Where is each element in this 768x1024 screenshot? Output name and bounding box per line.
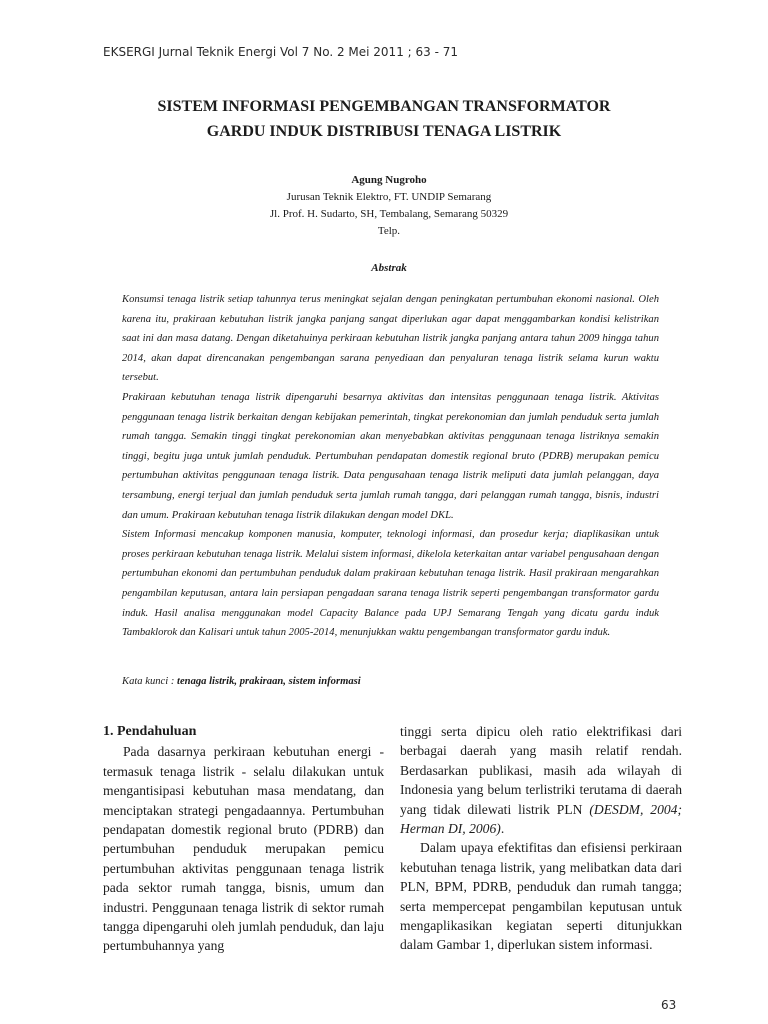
keywords-list: tenaga listrik, prakiraan, sistem informasi [177, 676, 361, 687]
citation: (DESDM, 2004; Herman DI, 2006) [400, 801, 682, 837]
abstract-body [122, 290, 659, 643]
author-name: Agung Nugroho [351, 174, 427, 186]
title-line-2: GARDU INDUK DISTRIBUSI TENAGA LISTRIK [206, 123, 562, 140]
body-paragraph: Pada dasarnya perkiraan kebutuhan energi - termasuk tenaga listrik - selalu dilakukan untuk mengantisipasi kebutuhan masa mendatang, dan menciptakan strategi pengadaannya. Pertumbuhan pendapatan domestik regional bruto (PDRB) dan pertumbuhan penduduk merupakan pemicu pertumbuhan aktivitas penggunaan tenaga listrik pada sektor rumah tangga, bisnis, umum dan industri. Penggunaan tenaga listrik di sektor rumah tangga dipengaruhi oleh jumlah penduduk, dan laju pertumbuhannya yang [103, 744, 384, 954]
body-paragraph: Dalam upaya efektifitas dan efisiensi perkiraan kebutuhan tenaga listrik, yang melibatkan data dari PLN, BPM, PDRB, penduduk dan rumah tangga; serta mempercepat pengambilan keputusan untuk mengaplikasikan kegiatan seperti ditunjukkan dalam Gambar 1, diperlukan sistem informasi. [400, 840, 682, 953]
abstract-paragraph: Sistem Informasi mencakup komponen manusia, komputer, teknologi informasi, dan prosedur kerja; diaplikasikan untuk proses perkiraan kebutuhan tenaga listrik. Melalui sistem informasi, dikelola keterkaitan antar variabel pengusahaan dengan pertumbuhan ekonomi dan pertumbuhan penduduk dalam prakiraan kebutuhan tenaga listrik. Hasil prakiraan mengarahkan pengambilan keputusan, antara lain persiapan pengadaan sarana tenaga listrik seperti pengembangan transformator gardu induk. Hasil analisa menggunakan model Capacity Balance pada UPJ Semarang Tengah yang dicatu gardu induk Tambaklorok dan Kalisari untuk tahun 2005-2014, menunjukkan waktu pengembangan transformator gardu induk. [122, 529, 659, 639]
keywords [122, 676, 659, 687]
abstract-paragraph: Prakiraan kebutuhan tenaga listrik dipengaruhi besarnya aktivitas dan intensitas penggunaan tenaga listrik. Aktivitas penggunaan tenaga listrik berkaitan dengan kebijakan pemerintah, tingkat perekonomian dan jumlah penduduk serta jumlah rumah tangga. Semakin tinggi tingkat perekonomian akan menyebabkan aktivitas penggunaan tenaga listriknya semakin tinggi, begitu juga untuk jumlah penduduk. Pertumbuhan pendapatan domestik regional bruto (PDRB) merupakan pemicu pertumbuhan aktivitas penggunaan tenaga listrik. Data pengusahaan tenaga listrik meliputi data jumlah pelanggan, daya tersambung, energi terjual dan jumlah penduduk serta jumlah rumah tangga, dari pelanggan rumah tangga, bisnis, industri dan umum. Prakiraan kebutuhan tenaga listrik dilakukan dengan model DKL. [122, 391, 659, 521]
body-text: . [500, 821, 505, 837]
journal-header: EKSERGI Jurnal Teknik Energi Vol 7 No. 2 Mei 2011 ; 63 - 71 [103, 45, 458, 59]
right-column [400, 722, 682, 955]
paper-title [80, 94, 688, 144]
abstract-heading: Abstrak [371, 262, 407, 274]
keywords-label: Kata kunci : [122, 676, 178, 687]
title-line-1: SISTEM INFORMASI PENGEMBANGAN TRANSFORMATOR [157, 98, 611, 115]
author-address: Jl. Prof. H. Sudarto, SH, Tembalang, Semarang 50329 [269, 208, 509, 220]
author-affiliation: Jurusan Teknik Elektro, FT. UNDIP Semarang [286, 191, 492, 203]
left-column [103, 722, 384, 956]
abstract-paragraph: Konsumsi tenaga listrik setiap tahunnya terus meningkat sejalan dengan peningkatan pertumbuhan ekonomi nasional. Oleh karena itu, prakiraan kebutuhan listrik jangka panjang sangat diperlukan agar dapat menggambarkan kondisi kelistrikan saat ini dan masa datang. Dengan diketahuinya perkiraan kebutuhan listrik jangka panjang antara tahun 2009 hingga tahun 2014, akan dapat direncanakan pengembangan sarana penyediaan dan penyaluran tenaga listrik selama kurun waktu tersebut. [122, 294, 659, 384]
author-phone: Telp. [377, 225, 401, 237]
section-heading: 1. Pendahuluan [103, 724, 197, 739]
body-paragraph [400, 722, 682, 838]
page-number: 63 [661, 998, 677, 1012]
author-block [100, 172, 678, 240]
body-text: tinggi serta dipicu oleh ratio elektrifikasi dari berbagai daerah yang masih relatif rendah. Berdasarkan publikasi, masih ada wilayah di Indonesia yang belum terlistriki terutama di daerah yang tidak dilewati listrik PLN [400, 724, 682, 817]
